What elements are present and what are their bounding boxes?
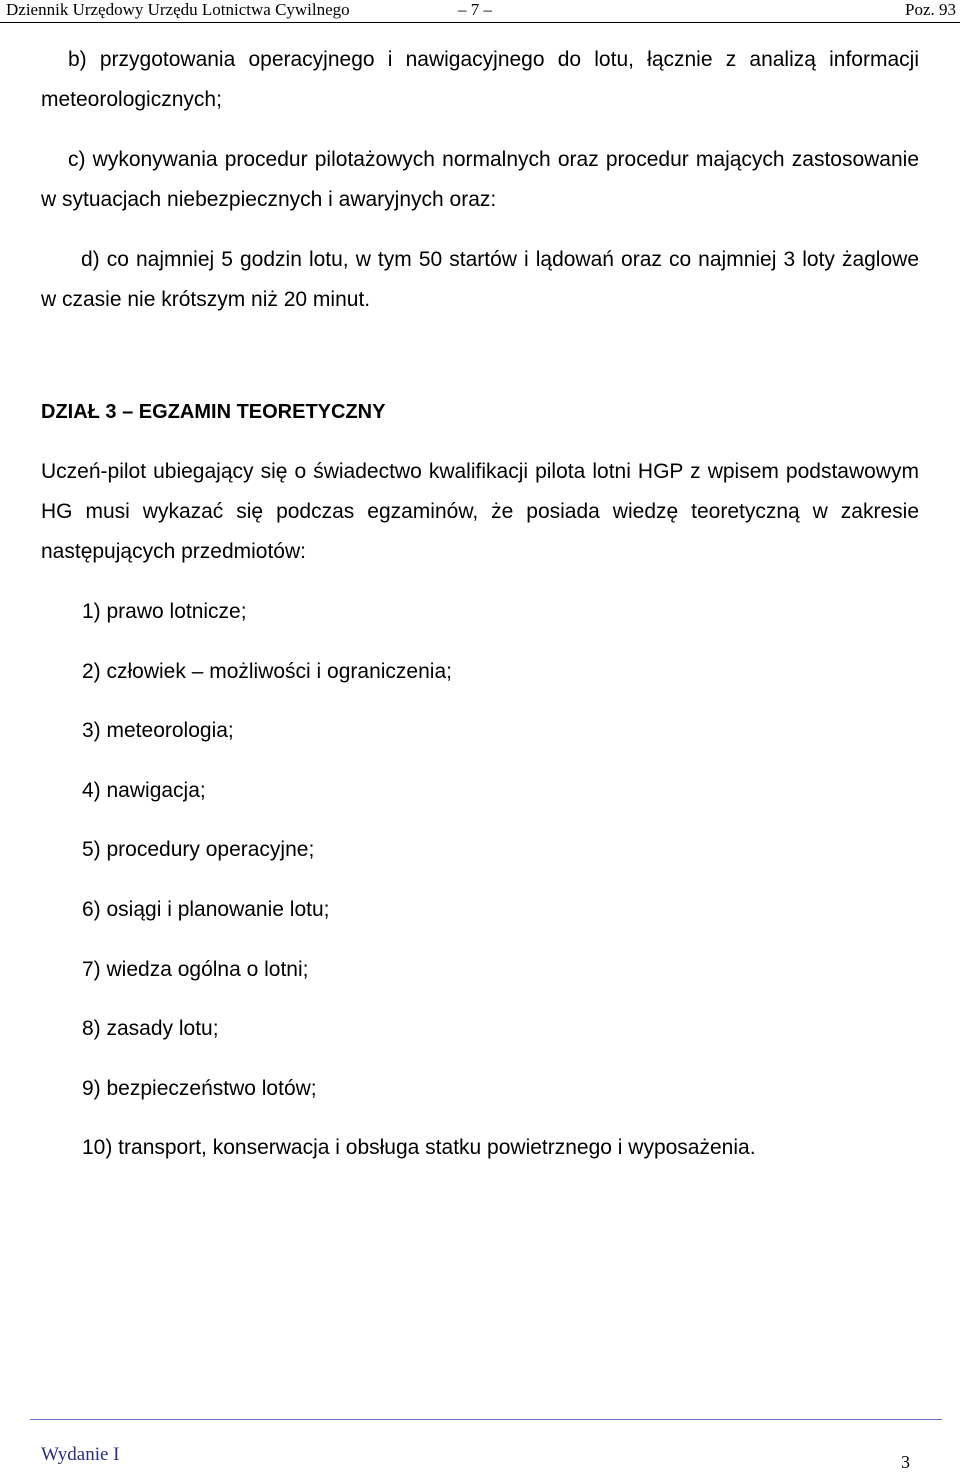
paragraph-intro: Uczeń-pilot ubiegający się o świadectwo kwalifikacji pilota lotni HGP z wpisem podstawowym HG musi wykazać się podczas egzaminów, że posiada wiedzę teoretyczną w zakresie następujących przedmiotów: — [41, 460, 919, 563]
list-item: 10) transport, konserwacja i obsługa statku powietrznego i wyposażenia. — [82, 1136, 756, 1160]
document-body — [41, 40, 919, 1188]
footer-divider — [30, 1419, 942, 1420]
list-item: 1) prawo lotnicze; — [82, 600, 247, 623]
section-title: DZIAŁ 3 – EGZAMIN TEORETYCZNY — [41, 401, 386, 423]
list-item: 8) zasady lotu; — [82, 1017, 219, 1041]
paragraph-item-c: c) wykonywania procedur pilotażowych normalnych oraz procedur mających zastosowanie w sytuacjach niebezpiecznych i awaryjnych oraz: — [41, 148, 919, 211]
subjects-list — [41, 592, 919, 1168]
page-header — [0, 0, 960, 23]
list-item: 6) osiągi i planowanie lotu; — [82, 897, 330, 921]
edition-label: Wydanie I — [41, 1444, 120, 1465]
list-item: 4) nawigacja; — [82, 778, 206, 802]
list-item: 7) wiedza ogólna o lotni; — [82, 957, 309, 981]
paragraph-item-b: b) przygotowania operacyjnego i nawigacyjnego do lotu, łącznie z analizą informacji meteorologicznych; — [41, 48, 919, 111]
list-item: 9) bezpieczeństwo lotów; — [82, 1076, 317, 1100]
journal-title: Dziennik Urzędowy Urzędu Lotnictwa Cywilnego — [6, 0, 350, 19]
page-number: 3 — [901, 1452, 910, 1472]
list-item: 5) procedury operacyjne; — [82, 838, 315, 862]
list-item: 2) człowiek – możliwości i ograniczenia; — [82, 659, 452, 683]
page-marker: – 7 – — [458, 0, 492, 19]
list-item: 3) meteorologia; — [82, 719, 234, 743]
paragraph-item-d: d) co najmniej 5 godzin lotu, w tym 50 startów i lądowań oraz co najmniej 3 loty żaglowe w czasie nie krótszym niż 20 minut. — [41, 248, 919, 311]
position-number: Poz. 93 — [905, 0, 956, 19]
